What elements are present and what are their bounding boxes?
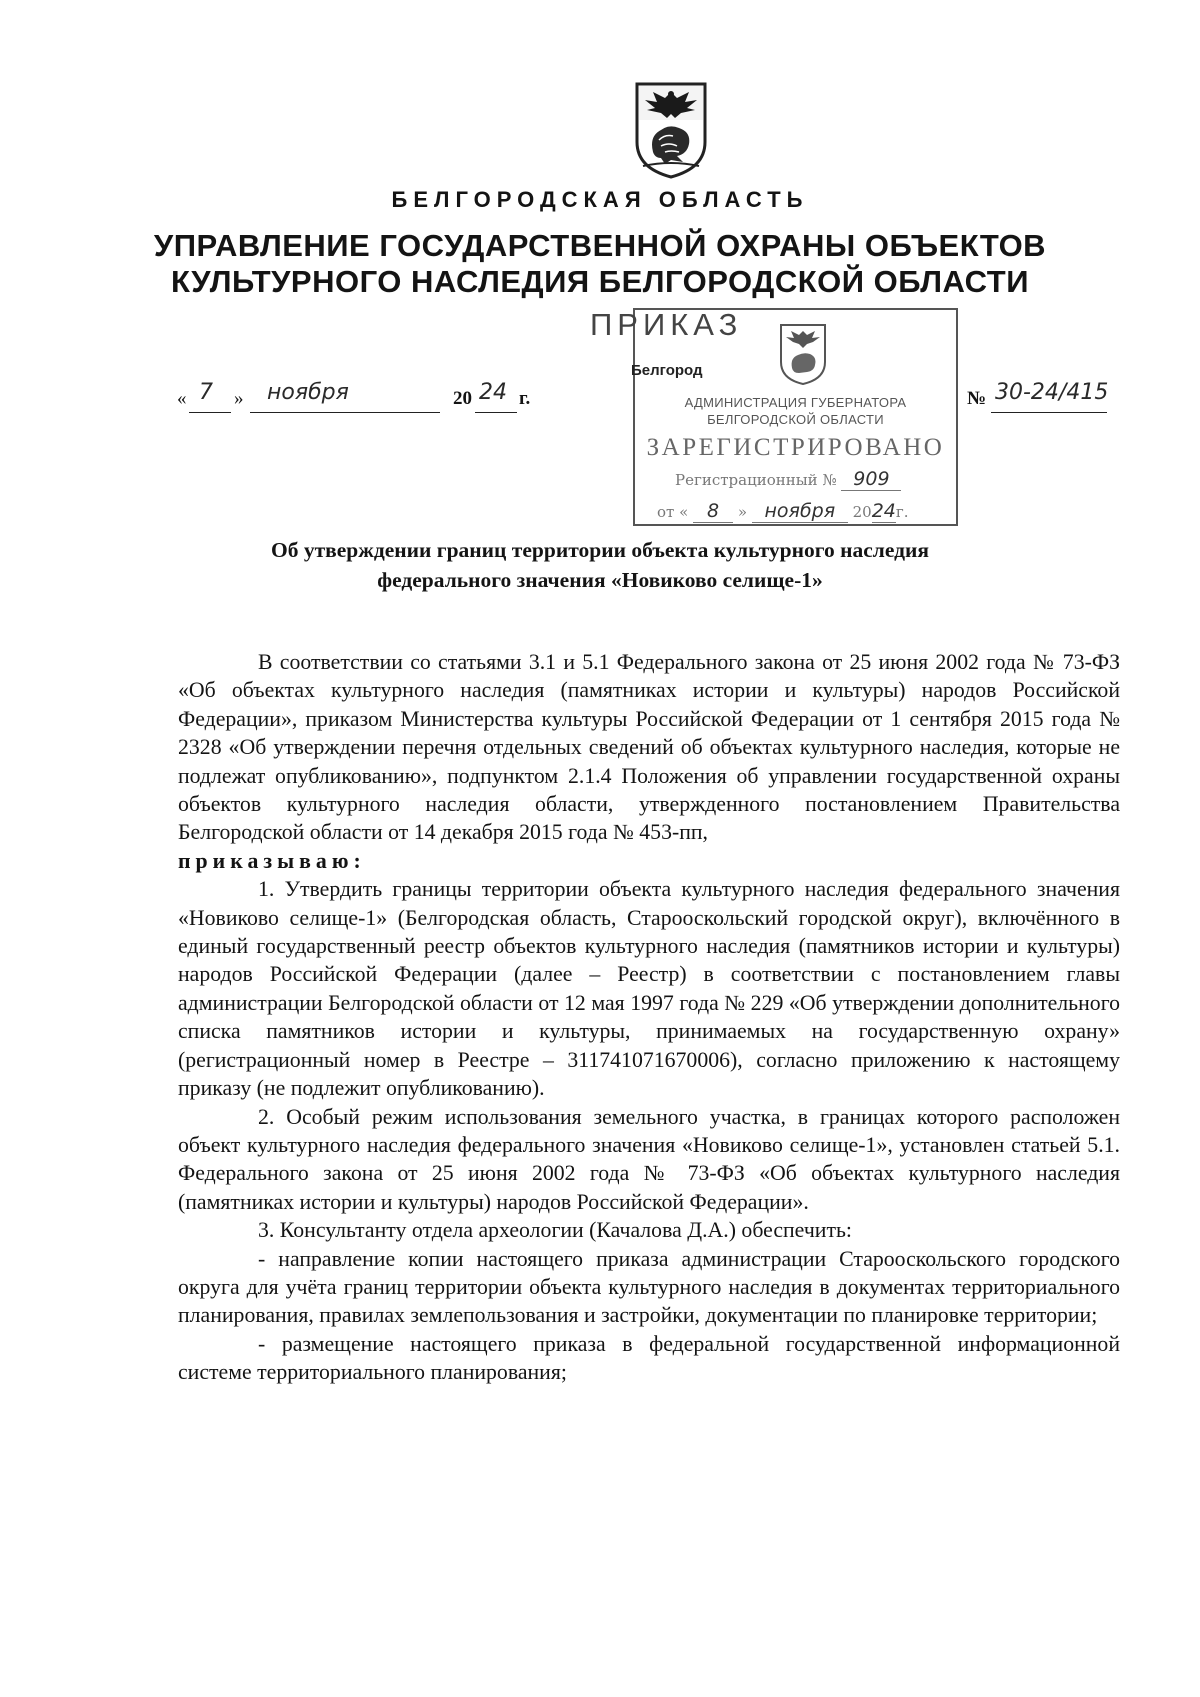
stamp-authority-line-1: АДМИНИСТРАЦИЯ ГУБЕРНАТОРА xyxy=(684,395,907,410)
stamp-date-month: ноября xyxy=(752,500,848,523)
stamp-date-day: 8 xyxy=(693,500,733,523)
preamble-paragraph xyxy=(178,648,1120,847)
date-open-quote: « xyxy=(177,388,187,409)
date-close-quote: » xyxy=(234,388,244,409)
stamp-regno-label: Регистрационный № xyxy=(675,471,837,489)
order-word: приказываю: xyxy=(178,848,366,873)
date-year-suffix: 24 xyxy=(479,380,507,405)
stamp-date-quote: » xyxy=(737,503,748,521)
date-month: ноября xyxy=(267,380,349,405)
order-word-paragraph xyxy=(178,847,1120,875)
stamp-city: Белгород xyxy=(631,362,703,379)
stamp-coat-of-arms-icon xyxy=(777,322,829,386)
stamp-date-year-unit: г. xyxy=(895,503,909,521)
number-label: № xyxy=(967,388,987,409)
stamp-regno-value: 909 xyxy=(841,468,901,491)
stamp-date-year-prefix: 20 xyxy=(852,503,872,521)
document-title-line-1: Об утверждении границ территории объекта культурного наследия xyxy=(270,538,930,562)
date-year-unit: г. xyxy=(519,388,531,409)
document-body xyxy=(178,648,1120,1387)
organization-name-line-1: УПРАВЛЕНИЕ ГОСУДАРСТВЕННОЙ ОХРАНЫ ОБЪЕКТОВ xyxy=(153,228,1047,263)
organization-name-line-2: КУЛЬТУРНОГО НАСЛЕДИЯ БЕЛГОРОДСКОЙ ОБЛАСТИ xyxy=(171,264,1029,299)
document-title-line-2: федерального значения «Новиково селище-1» xyxy=(377,568,823,592)
item-2-paragraph: 2. Особый режим использования земельного участка, в границах которого расположен объект культурного наследия федерального значения «Новиково селище-1», установлен статьей 5.1. Федерального закона от 25 июня 2002 года № 73-ФЗ «Об объектах культурного наследия (памятниках истории и культуры) народов Российской Федерации». xyxy=(178,1104,1120,1214)
order-number xyxy=(967,382,1117,412)
preamble-text: В соответствии со статьями 3.1 и 5.1 Федерального закона от 25 июня 2002 года № 73-ФЗ «Об объектах культурного наследия (памятниках истории и культуры) народов Российской Федерации», приказом Министерства культуры Российской Федерации от 1 сентября 2015 года № 2328 «Об утверждении перечня отдельных сведений об объектах культурного наследия, которые не подлежат опубликованию», подпунктом 2.1.4 Положения об управлении государственной охраны объектов культурного наследия области, утвержденного постановлением Правительства Белгородской области от 14 декабря 2015 года № 453-пп, xyxy=(178,650,1120,845)
stamp-authority-line-2: БЕЛГОРОДСКОЙ ОБЛАСТИ xyxy=(707,412,884,427)
number-value: 30-24/415 xyxy=(995,380,1109,405)
document-type-heading: ПРИКАЗ xyxy=(590,307,743,342)
item-3-paragraph: 3. Консультанту отдела археологии (Качалова Д.А.) обеспечить: xyxy=(258,1218,852,1243)
date-day: 7 xyxy=(199,380,213,405)
item-3-subitem-a: - направление копии настоящего приказа администрации Старооскольского городского округа для учёта границ территории объекта культурного наследия в документах территориального планирования, правилах землепользования и застройки, документации по планировке территории; xyxy=(178,1246,1120,1328)
stamp-registration-number xyxy=(675,468,901,491)
item-1-paragraph: 1. Утвердить границы территории объекта культурного наследия федерального значения «Новиково селище-1» (Белгородская область, Старооскольский городской округ), включённого в единый государственный реестр объектов культурного наследия (памятников истории и культуры) народов Российской Федерации (далее – Реестр) в соответствии с постановлением главы администрации Белгородской области от 12 мая 1997 года № 229 «Об утверждении дополнительного списка памятников истории и культуры, принимаемых на государственную охрану» (регистрационный номер в Реестре – 311741071670006), согласно приложению к настоящему приказу (не подлежит опубликованию). xyxy=(178,877,1120,1101)
belgorod-coat-of-arms-icon xyxy=(631,80,711,180)
date-year-prefix: 20 xyxy=(453,388,472,409)
stamp-registration-date xyxy=(657,500,909,523)
stamp-registered-label: ЗАРЕГИСТРИРОВАНО xyxy=(646,434,945,461)
order-date xyxy=(177,380,557,418)
item-3-subitem-b: - размещение настоящего приказа в федеральной государственной информационной системе территориального планирования; xyxy=(178,1331,1120,1385)
stamp-date-year-suffix: 24 xyxy=(871,500,896,522)
region-name: БЕЛГОРОДСКАЯ ОБЛАСТЬ xyxy=(391,187,809,212)
stamp-date-prefix: от « xyxy=(657,503,689,521)
